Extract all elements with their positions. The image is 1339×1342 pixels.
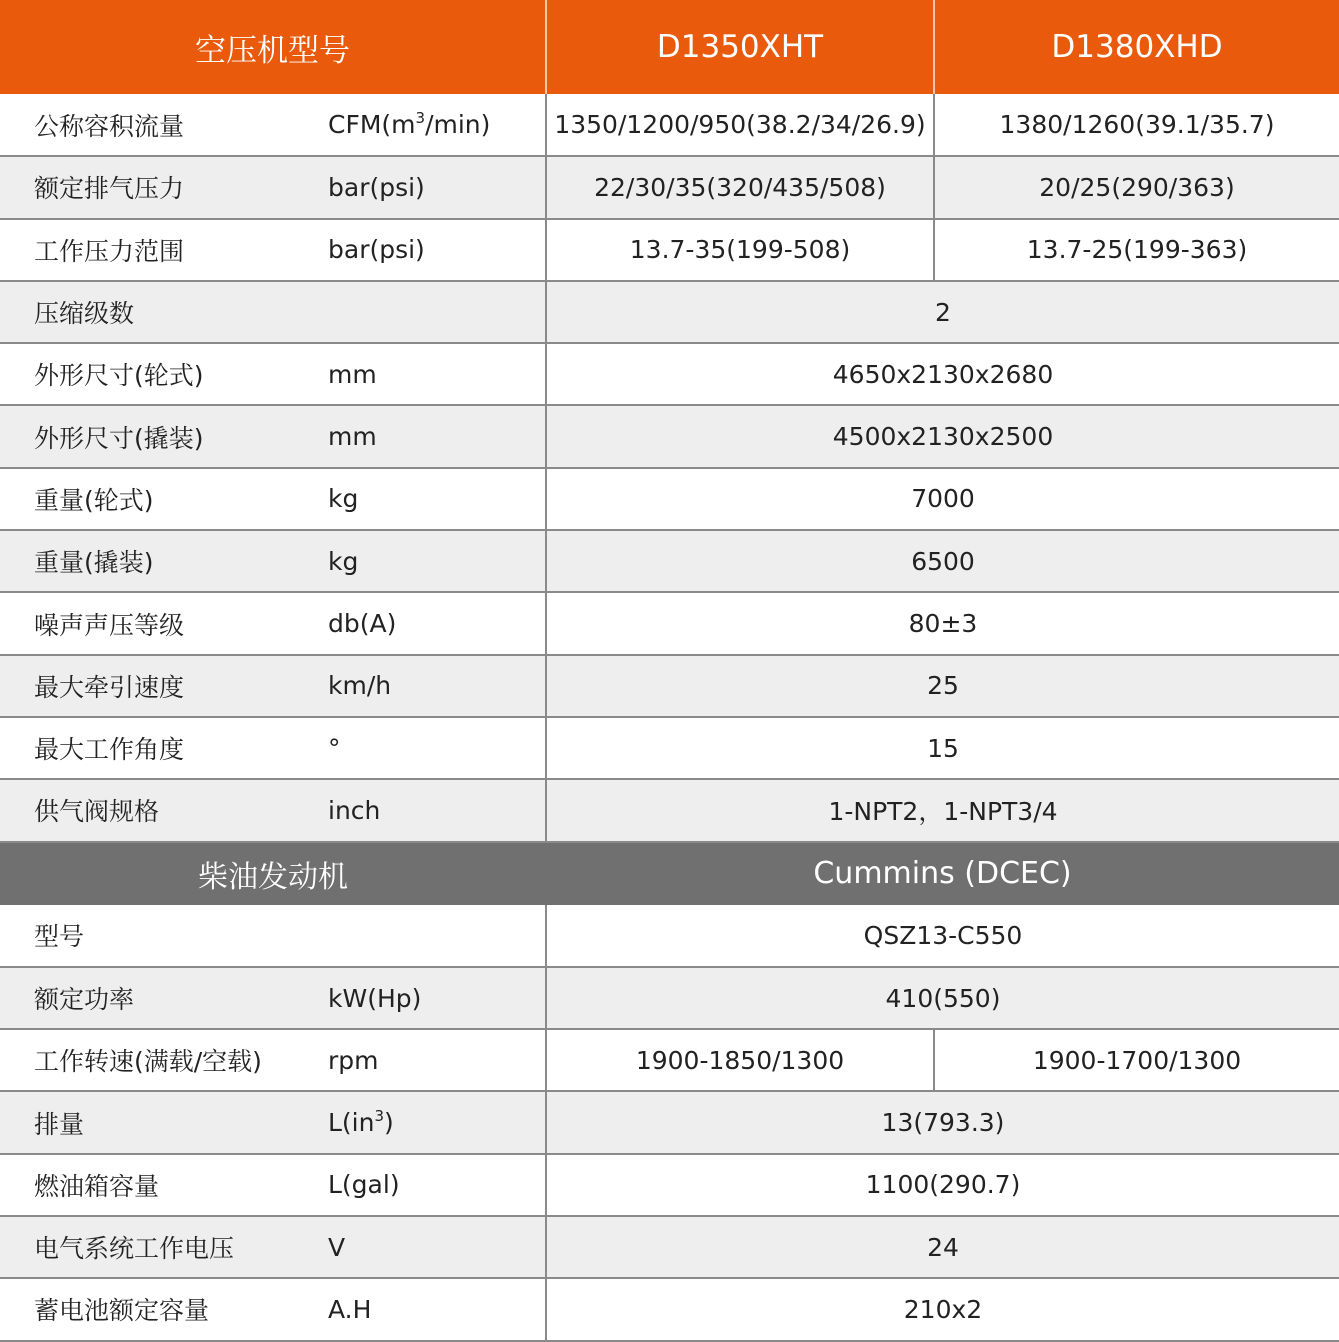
spec-value: 1100(290.7) [546, 1154, 1339, 1216]
spec-label: 重量(撬装) [0, 530, 290, 592]
spec-label: 工作转速(满载/空载) [0, 1029, 290, 1091]
spec-label: 蓄电池额定容量 [0, 1278, 290, 1340]
spec-row [0, 156, 1339, 218]
spec-unit [290, 905, 546, 967]
spec-row [0, 905, 1339, 967]
spec-value: 6500 [546, 530, 1339, 592]
spec-unit: kg [290, 530, 546, 592]
spec-label: 压缩级数 [0, 281, 290, 343]
spec-row [0, 1154, 1339, 1216]
spec-row [0, 1091, 1339, 1153]
spec-unit: bar(psi) [290, 219, 546, 281]
spec-unit [290, 281, 546, 343]
spec-row [0, 1216, 1339, 1278]
spec-unit: V [290, 1216, 546, 1278]
spec-value: 210x2 [546, 1278, 1339, 1340]
spec-value: 24 [546, 1216, 1339, 1278]
spec-value: 13(793.3) [546, 1091, 1339, 1153]
model-header-row [0, 0, 1339, 94]
spec-unit: L(gal) [290, 1154, 546, 1216]
spec-label: 最大工作角度 [0, 717, 290, 779]
engine-header-row [0, 842, 1339, 905]
spec-value: 1-NPT2，1-NPT3/4 [546, 779, 1339, 841]
spec-value: 22/30/35(320/435/508) [546, 156, 934, 218]
model-name: D1380XHD [934, 0, 1339, 94]
spec-unit: ° [290, 717, 546, 779]
spec-label: 燃油箱容量 [0, 1154, 290, 1216]
spec-value: 2 [546, 281, 1339, 343]
spec-unit: $CFM(m^3/\min)$ [290, 94, 546, 156]
spec-row [0, 592, 1339, 654]
spec-unit: km/h [290, 655, 546, 717]
spec-value: 4500x2130x2500 [546, 405, 1339, 467]
spec-row [0, 94, 1339, 156]
spec-label: 重量(轮式) [0, 468, 290, 530]
spec-value: 13.7-35(199-508) [546, 219, 934, 281]
spec-row [0, 468, 1339, 530]
spec-label: 外形尺寸(轮式) [0, 343, 290, 405]
engine-brand: Cummins (DCEC) [546, 842, 1339, 905]
spec-value: 1900-1700/1300 [934, 1029, 1339, 1091]
spec-value: 4650x2130x2680 [546, 343, 1339, 405]
spec-value: 15 [546, 717, 1339, 779]
spec-unit: inch [290, 779, 546, 841]
spec-row [0, 219, 1339, 281]
spec-unit: $L(in^3)$ [290, 1091, 546, 1153]
spec-unit: kg [290, 468, 546, 530]
spec-label: 额定排气压力 [0, 156, 290, 218]
spec-row [0, 1278, 1339, 1340]
model-name: D1350XHT [546, 0, 934, 94]
spec-row [0, 281, 1339, 343]
model-header-title: 空压机型号 [0, 0, 546, 94]
spec-value: 80±3 [546, 592, 1339, 654]
spec-unit: kW(Hp) [290, 967, 546, 1029]
spec-row [0, 967, 1339, 1029]
spec-value: 25 [546, 655, 1339, 717]
spec-label: 电气系统工作电压 [0, 1216, 290, 1278]
spec-value: QSZ13-C550 [546, 905, 1339, 967]
spec-value: 13.7-25(199-363) [934, 219, 1339, 281]
spec-label: 工作压力范围 [0, 219, 290, 281]
spec-unit: db(A) [290, 592, 546, 654]
spec-label: 外形尺寸(撬装) [0, 405, 290, 467]
spec-row [0, 779, 1339, 841]
spec-label: 供气阀规格 [0, 779, 290, 841]
spec-unit: mm [290, 405, 546, 467]
spec-row [0, 655, 1339, 717]
spec-label: 排量 [0, 1091, 290, 1153]
spec-value: 1900-1850/1300 [546, 1029, 934, 1091]
spec-unit: A.H [290, 1278, 546, 1340]
spec-label: 额定功率 [0, 967, 290, 1029]
spec-unit: rpm [290, 1029, 546, 1091]
spec-value: 20/25(290/363) [934, 156, 1339, 218]
spec-value: 7000 [546, 468, 1339, 530]
spec-value: 1350/1200/950(38.2/34/26.9) [546, 94, 934, 156]
spec-value: 1380/1260(39.1/35.7) [934, 94, 1339, 156]
spec-label: 最大牵引速度 [0, 655, 290, 717]
spec-row [0, 717, 1339, 779]
spec-value: 410(550) [546, 967, 1339, 1029]
spec-row [0, 343, 1339, 405]
spec-label: 型号 [0, 905, 290, 967]
spec-row [0, 530, 1339, 592]
spec-unit: mm [290, 343, 546, 405]
spec-row [0, 405, 1339, 467]
spec-row [0, 1029, 1339, 1091]
spec-label: 公称容积流量 [0, 94, 290, 156]
spec-unit: bar(psi) [290, 156, 546, 218]
spec-label: 噪声声压等级 [0, 592, 290, 654]
engine-header-title: 柴油发动机 [0, 842, 546, 905]
